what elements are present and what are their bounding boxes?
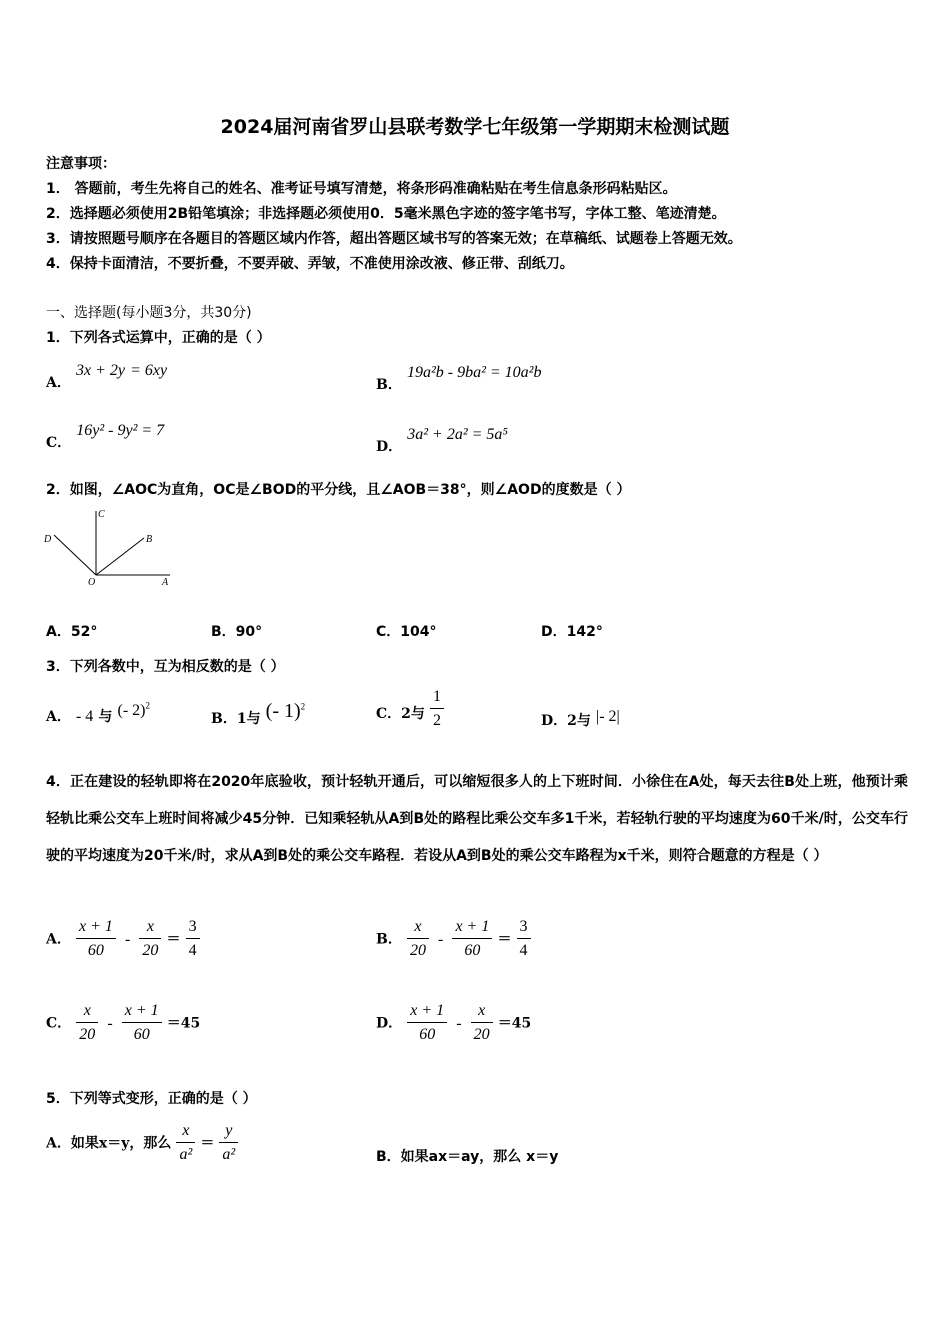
expression: 19a²b - 9ba² = 10a²b xyxy=(406,364,542,381)
expression: 16y² - 9y² = 7 xyxy=(76,422,165,439)
q3-option-a[interactable] xyxy=(46,700,150,726)
q1-option-d[interactable] xyxy=(376,424,508,455)
note-item: 3．请按照题号顺序在各题目的答题区域内作答，超出答题区域书写的答案无效；在草稿纸、试题卷上答题无效。 xyxy=(46,231,742,247)
note-item: 2．选择题必须使用2B铅笔填涂；非选择题必须使用0．5毫米黑色字迹的签字笔书写，字体工整、笔迹清楚。 xyxy=(46,206,726,222)
fraction xyxy=(76,918,116,960)
q2-option-a[interactable]: A．52° xyxy=(46,624,98,640)
fraction xyxy=(176,1122,195,1164)
option-label: D． xyxy=(376,1015,403,1032)
denominator: 2 xyxy=(432,712,441,729)
note-item: 4．保持卡面清洁，不要折叠，不要弄破、弄皱，不准使用涂改液、修正带、刮纸刀。 xyxy=(46,256,574,272)
numerator: x + 1 xyxy=(76,918,116,939)
notes-heading: 注意事项： xyxy=(46,156,116,172)
numerator: x xyxy=(471,1002,493,1023)
q4-option-a[interactable] xyxy=(46,918,200,960)
connector: 与 xyxy=(98,709,113,725)
question-3-stem: 3．下列各数中，互为相反数的是（ ） xyxy=(46,659,285,675)
denominator: 4 xyxy=(188,942,197,959)
ray-ob xyxy=(96,538,144,575)
fraction xyxy=(407,1002,447,1044)
denominator: a² xyxy=(179,1146,193,1163)
q1-option-b[interactable] xyxy=(376,362,542,393)
q4-option-b[interactable] xyxy=(376,918,531,960)
q2-option-c[interactable]: C．104° xyxy=(376,624,437,640)
section-heading: 一、选择题(每小题3分，共30分) xyxy=(46,305,252,321)
q4-option-c[interactable] xyxy=(46,1002,200,1044)
option-label: B． xyxy=(376,377,402,393)
exponent: 2 xyxy=(300,701,306,712)
option-label: D．2与 xyxy=(541,713,591,729)
q1-option-c[interactable] xyxy=(46,420,165,451)
denominator: 60 xyxy=(87,942,104,959)
option-label: C． xyxy=(46,1015,72,1032)
numerator: x xyxy=(76,1002,98,1023)
denominator: 20 xyxy=(79,1026,96,1043)
expression: = 6xy xyxy=(130,362,168,379)
q5-option-b[interactable]: B．如果ax＝ay，那么 x＝y xyxy=(376,1149,559,1165)
denominator: 4 xyxy=(519,942,528,959)
label-d: D xyxy=(44,534,52,545)
option-label: A． xyxy=(46,931,71,948)
fraction xyxy=(430,688,444,730)
numerator: 3 xyxy=(186,918,200,939)
option-label: A．如果x＝y，那么 xyxy=(46,1135,172,1152)
denominator: 60 xyxy=(464,942,481,959)
fraction xyxy=(186,918,200,960)
value: |- 2| xyxy=(595,708,620,725)
label-c: C xyxy=(98,509,105,520)
q1-option-a[interactable] xyxy=(46,360,168,391)
numerator: x + 1 xyxy=(122,1002,162,1023)
numerator: x + 1 xyxy=(452,918,492,939)
expression: 3x + 2y xyxy=(75,362,125,379)
equals: ＝ xyxy=(166,931,181,948)
question-5-stem: 5．下列等式变形，正确的是（ ） xyxy=(46,1091,257,1107)
fraction xyxy=(76,1002,98,1044)
label-a: A xyxy=(162,577,169,588)
operator: - xyxy=(107,1014,113,1032)
fraction xyxy=(407,918,429,960)
note-item: 1． 答题前，考生先将自己的姓名、准考证号填写清楚，将条形码准确粘贴在考生信息条形码粘贴区。 xyxy=(46,181,677,197)
q4-option-d[interactable] xyxy=(376,1002,531,1044)
page-title: 2024届河南省罗山县联考数学七年级第一学期期末检测试题 xyxy=(220,116,730,138)
question-2-stem: 2．如图，∠AOC为直角，OC是∠BOD的平分线，且∠AOB＝38°，则∠AOD的度数是（ ） xyxy=(46,482,631,498)
rhs: ＝45 xyxy=(497,1015,532,1032)
exponent: 2 xyxy=(145,700,150,711)
q3-option-c[interactable] xyxy=(376,688,444,730)
denominator: 60 xyxy=(419,1026,436,1043)
equals: ＝ xyxy=(497,931,512,948)
denominator: 20 xyxy=(142,942,159,959)
q3-option-d[interactable] xyxy=(541,710,620,730)
q5-option-a[interactable] xyxy=(46,1122,238,1164)
value xyxy=(117,702,149,719)
denominator: 20 xyxy=(473,1026,490,1043)
option-label: A． xyxy=(46,709,71,725)
q2-option-b[interactable]: B．90° xyxy=(211,624,263,640)
option-label: B．1与 xyxy=(211,711,261,727)
fraction xyxy=(452,918,492,960)
numerator: x xyxy=(176,1122,195,1143)
equals: ＝ xyxy=(200,1135,215,1152)
operator: - xyxy=(438,930,444,948)
denominator: 20 xyxy=(409,942,426,959)
fraction xyxy=(139,918,161,960)
denominator: a² xyxy=(222,1146,236,1163)
numerator: 1 xyxy=(430,688,444,709)
fraction xyxy=(471,1002,493,1044)
numerator: 3 xyxy=(517,918,531,939)
operator: - xyxy=(456,1014,462,1032)
question-1-stem: 1．下列各式运算中，正确的是（ ） xyxy=(46,330,271,346)
option-label: D． xyxy=(376,439,403,455)
option-label: A． xyxy=(46,375,71,391)
numerator: y xyxy=(219,1122,238,1143)
numerator: x xyxy=(139,918,161,939)
question-4-stem: 4．正在建设的轻轨即将在2020年底验收，预计轻轨开通后，可以缩短很多人的上下班时间．小徐住在A处，每天去往B处上班，他预计乘轻轨比乘公交车上班时间将减少45分钟．已知乘轻轨从A到B处的路程比乘公交车多1千米，若轻轨行驶的平均速度为60千米/时，公交车行驶的平均速度为20千米/时，求从A到B处的乘公交车路程．若设从A到B处的乘公交车路程为x千米，则符合题意的方程是（ ） xyxy=(46,774,908,864)
value xyxy=(266,700,305,722)
fraction xyxy=(219,1122,238,1164)
option-label: C．2与 xyxy=(376,705,425,722)
value-base: (- 2) xyxy=(117,702,146,719)
numerator: x + 1 xyxy=(407,1002,447,1023)
numerator: x xyxy=(407,918,429,939)
denominator: 60 xyxy=(133,1026,150,1043)
expression: 3a² + 2a² = 5a⁵ xyxy=(407,426,508,443)
operator: - xyxy=(124,930,131,948)
fraction xyxy=(122,1002,162,1044)
option-label: C． xyxy=(46,435,72,451)
rhs: ＝45 xyxy=(166,1015,201,1032)
value: - 4 xyxy=(75,708,94,725)
label-b: B xyxy=(146,534,153,545)
option-label: B． xyxy=(376,931,402,948)
angle-figure xyxy=(40,505,180,590)
ray-od xyxy=(54,535,96,575)
fraction xyxy=(517,918,531,960)
label-o: O xyxy=(88,577,96,588)
q3-option-b[interactable] xyxy=(211,700,306,729)
value-base: (- 1) xyxy=(265,700,301,722)
q2-option-d[interactable]: D．142° xyxy=(541,624,603,640)
